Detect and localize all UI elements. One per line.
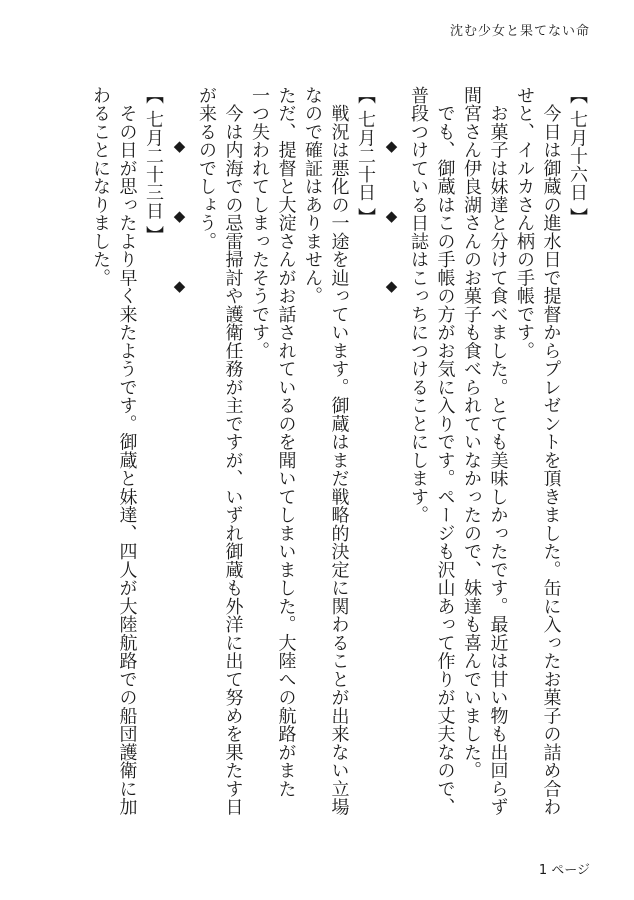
entry-line: 間宮さん伊良湖さんのお菓子も食べられていなかったので、妹達も喜んでいました。 [461, 86, 482, 780]
entry-line: が来るのでしょう。 [196, 86, 217, 251]
entry-line: 一つ失われてしまったそうです。 [249, 86, 270, 360]
entry-heading: 【 七月二十日 】 [355, 86, 376, 226]
page-number: 1 ページ [538, 863, 590, 878]
entry-line: せと、イルカさん柄の手帳です。 [514, 86, 535, 360]
entry-line [484, 86, 511, 816]
entry-line: なので確証はありません。 [302, 86, 323, 305]
entry-line-text: 今は内海での忌雷掃討や護衛任務が主ですが、いずれ御蔵も外洋に出て努めを果たす日 [222, 104, 244, 816]
entry-line [219, 86, 246, 816]
entry-line: 普段つけている日誌はこっちにつけることにします。 [408, 86, 429, 524]
diary-body [87, 86, 591, 816]
entry-line-text: 戦況は悪化の一途を辿っています。御蔵はまだ戦略的決定に関わることが出来ない立場 [328, 104, 350, 816]
entry-line: ただ、提督と大淀さんがお話されているのを聞いてしまいました。大陸への航路がまた [275, 86, 297, 798]
section-break: ◆◆◆ [170, 137, 189, 347]
entry-heading: 【 七月二十三日 】 [143, 86, 164, 244]
entry-line-text: その日が思ったより早く来たようです。御蔵と妹達、四人が大陸航路での船団護衛に加 [116, 104, 138, 816]
section-break: ◆◆◆ [382, 137, 401, 347]
entry-line [431, 86, 458, 816]
entry-line [113, 86, 140, 816]
entry-line: わることになりました。 [90, 86, 111, 287]
entry-line-text: 今日は御蔵の進水日で提督からプレゼントを頂きました。缶に入ったお菓子の詰め合わ [540, 104, 562, 816]
entry-line [325, 86, 352, 816]
entry-line [537, 86, 564, 816]
entry-line-text: お菓子は妹達と分けて食べました。とても美味しかったです。最近は甘い物も出回らず [487, 104, 509, 816]
running-header-title: 沈む少女と果てない命 [449, 24, 590, 39]
entry-line-text: でも、御蔵はこの手帳の方がお気に入りです。ページも沢山あって作りが丈夫なので、 [434, 104, 456, 816]
entry-heading: 【 七月十六日 】 [567, 86, 588, 226]
